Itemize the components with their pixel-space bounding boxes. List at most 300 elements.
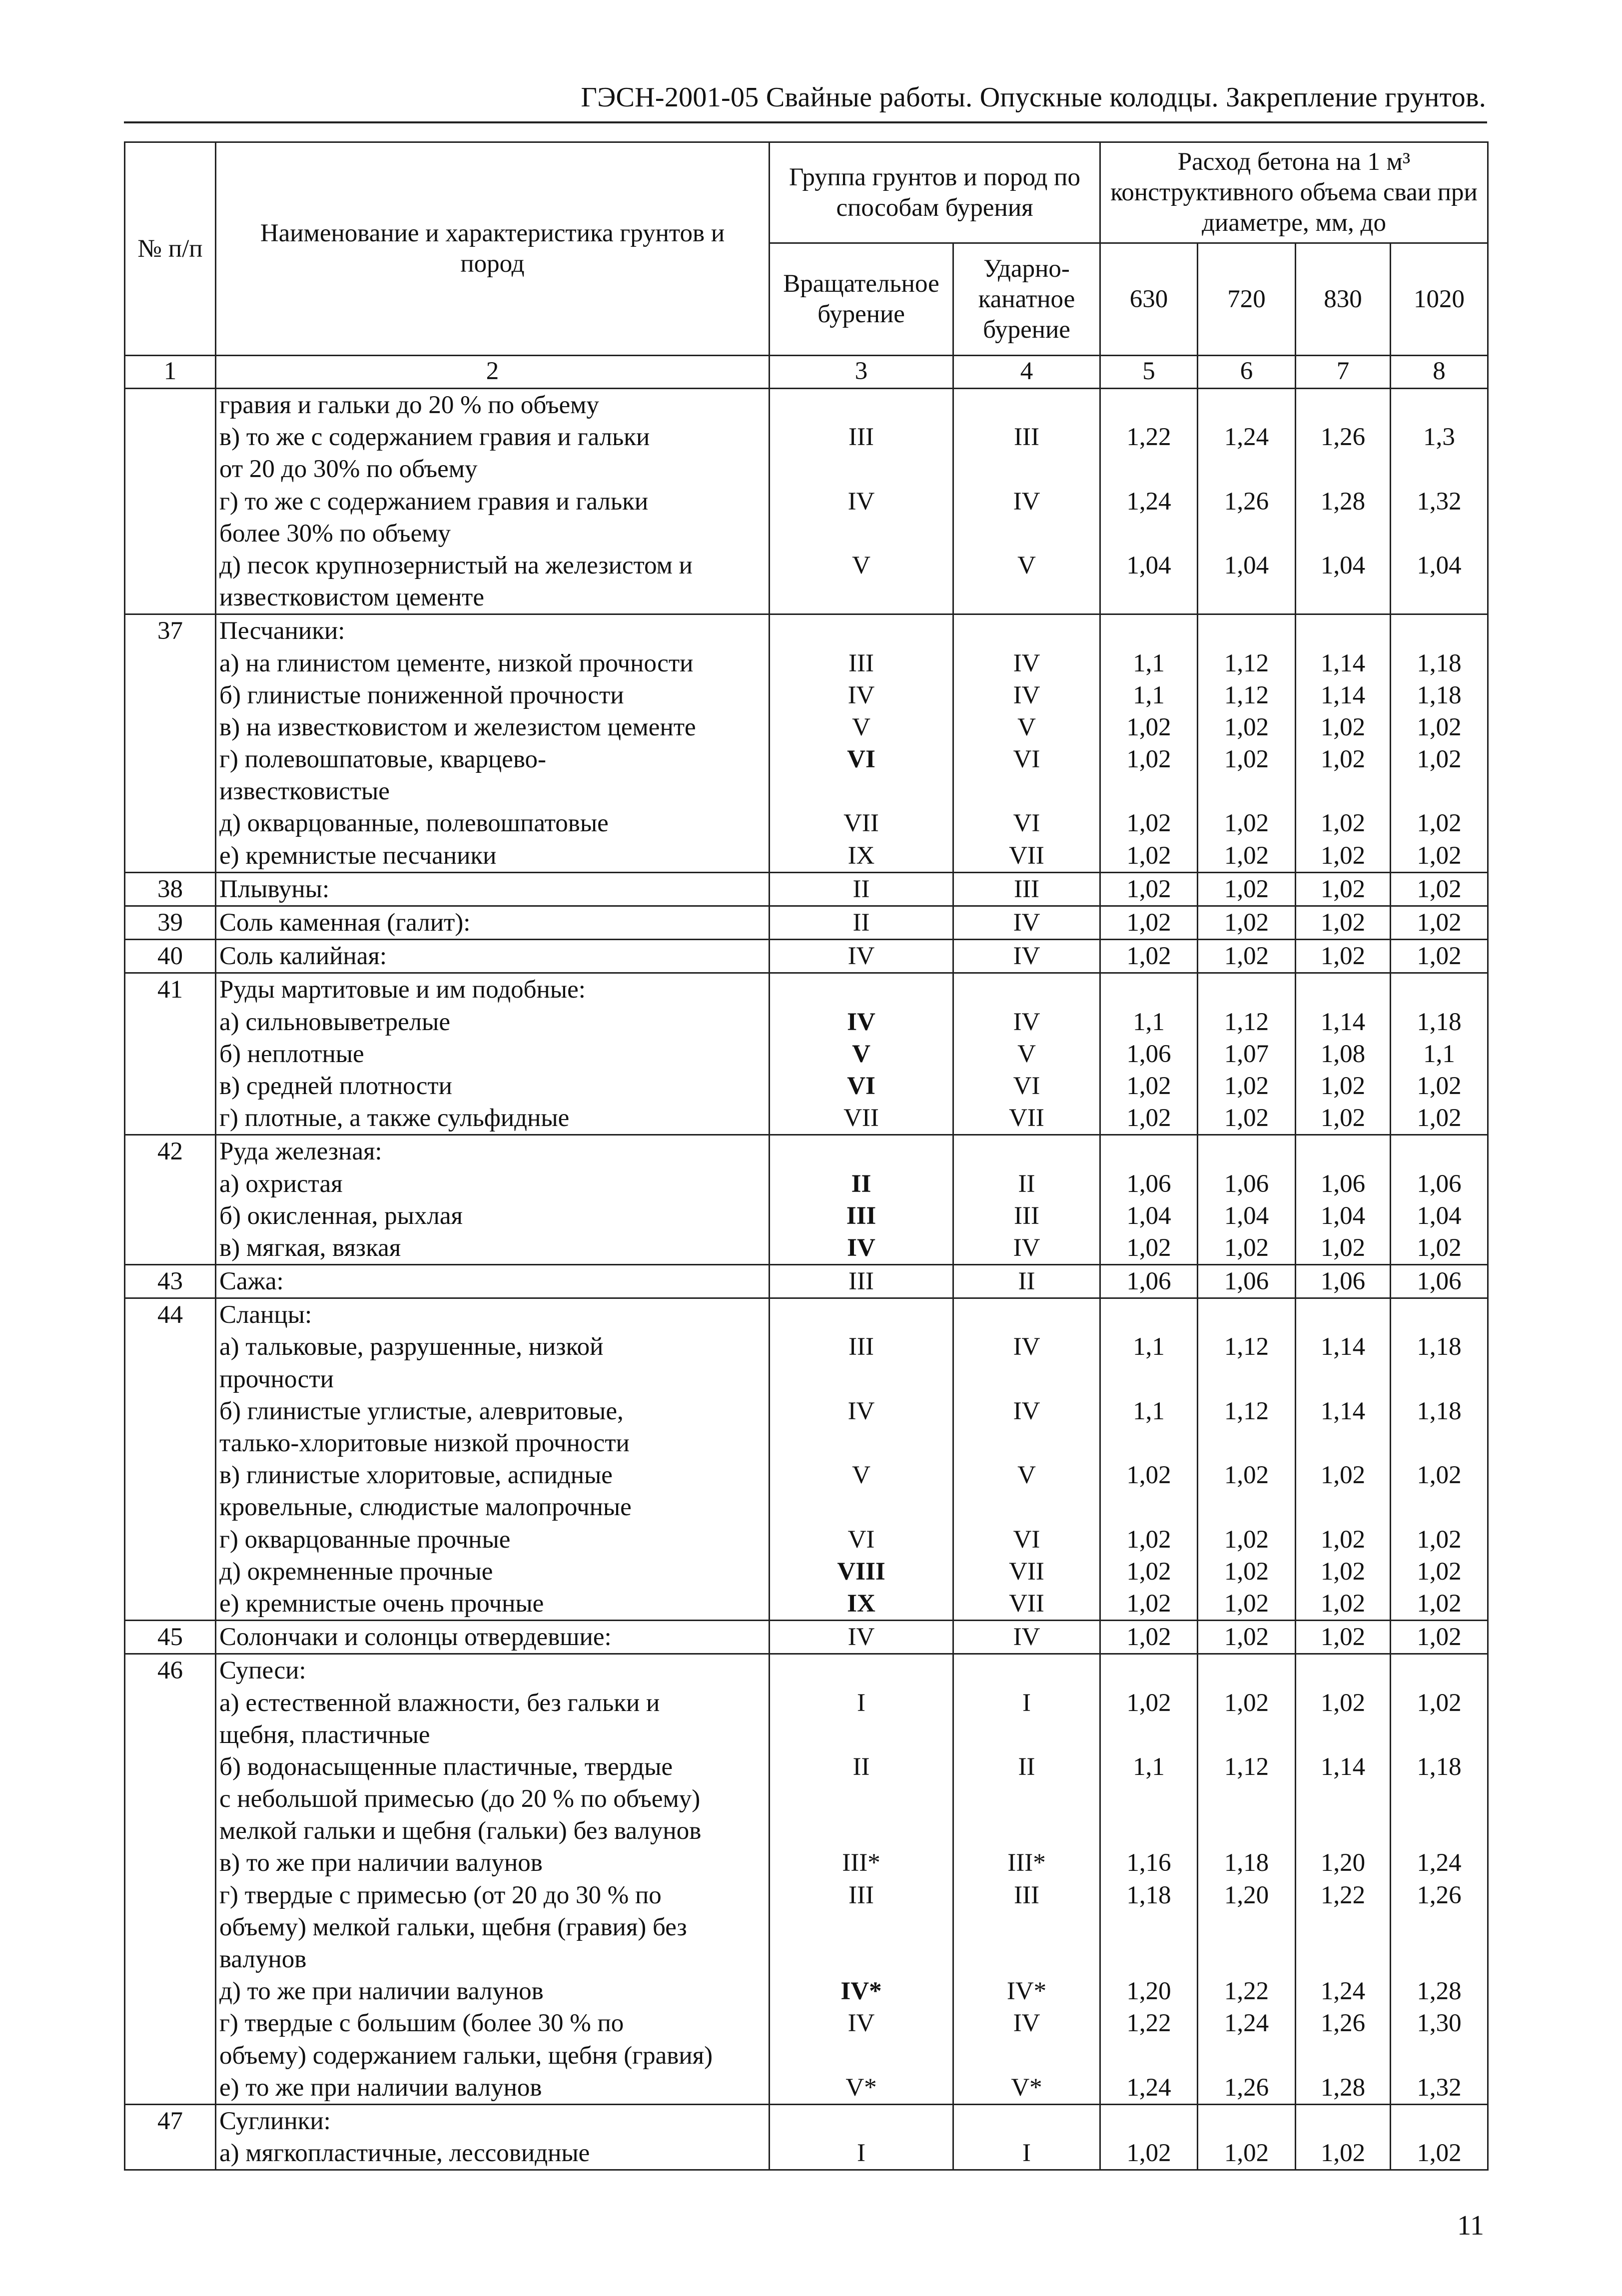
rotary-group-line: V <box>852 1461 870 1490</box>
consumption-d830-line: 1,02 <box>1320 2139 1366 2168</box>
consumption-d720-line <box>1198 1136 1295 1167</box>
soil-description-line: а) мягкопластичные, лессовидные <box>219 2139 590 2168</box>
rotary-group-line <box>770 1136 952 1167</box>
consumption-d830-line: 1,02 <box>1320 1589 1366 1618</box>
consumption-d830 <box>1296 872 1391 906</box>
consumption-d1020-line: 1,02 <box>1417 1461 1462 1490</box>
percussion-group-line <box>954 389 1099 421</box>
consumption-d630-line: 1,02 <box>1126 1623 1171 1652</box>
consumption-d720 <box>1198 1298 1296 1621</box>
consumption-d630-line: 1,04 <box>1126 1201 1171 1230</box>
soil-description-line: а) сильновыветрелые <box>219 1008 450 1036</box>
soil-description-line: Плывуны: <box>219 875 330 903</box>
consumption-d830-line: 1,26 <box>1320 423 1366 452</box>
consumption-d1020-line <box>1391 1491 1487 1523</box>
consumption-d830 <box>1296 1265 1391 1298</box>
consumption-d720 <box>1198 1654 1296 2105</box>
consumption-d720-line: 1,02 <box>1224 909 1269 937</box>
percussion-group <box>953 906 1100 940</box>
consumption-d1020-line: 1,02 <box>1417 1689 1462 1717</box>
percussion-group <box>953 1654 1100 2105</box>
soil-description-line: г) твердые с большим (более 30 % по <box>219 2009 624 2038</box>
soil-description-line: а) тальковые, разрушенные, низкой <box>219 1333 604 1361</box>
consumption-d720-line: 1,04 <box>1224 1201 1269 1230</box>
consumption-d830-line <box>1296 389 1390 421</box>
rotary-group-line: IV <box>847 942 875 971</box>
soil-description-line: известковистом цементе <box>219 583 484 612</box>
consumption-d1020-line <box>1391 1719 1487 1751</box>
consumption-d630 <box>1100 389 1198 614</box>
rotary-group-line: V* <box>845 2073 877 2102</box>
consumption-d630 <box>1100 614 1198 873</box>
consumption-d630-line <box>1101 1783 1197 1815</box>
consumption-d720 <box>1198 1265 1296 1298</box>
consumption-d1020-line <box>1391 581 1487 613</box>
table-row <box>125 2104 1488 2170</box>
consumption-d1020-line <box>1391 1783 1487 1815</box>
percussion-group-line: V <box>1017 713 1036 741</box>
soil-description-line: б) окисленная, рыхлая <box>219 1201 463 1230</box>
consumption-d630-line: 1,02 <box>1126 1072 1171 1100</box>
consumption-d630-line: 1,1 <box>1133 1397 1165 1425</box>
percussion-group <box>953 940 1100 973</box>
consumption-d1020-line: 1,02 <box>1417 1589 1462 1618</box>
soil-description-line: е) то же при наличии валунов <box>219 2073 542 2102</box>
row-number-text: 38 <box>157 875 183 903</box>
consumption-d720-line: 1,02 <box>1224 1589 1269 1618</box>
soil-description-line: б) глинистые углистые, алевритовые, <box>219 1397 624 1425</box>
table-row <box>125 1654 1488 2105</box>
consumption-d630-line <box>1101 389 1197 421</box>
consumption-d630-line <box>1101 1299 1197 1331</box>
consumption-d1020-line: 1,02 <box>1417 1233 1462 1262</box>
consumption-d720-line <box>1198 615 1295 647</box>
consumption-d830-line: 1,02 <box>1320 1461 1366 1490</box>
soil-description-line: мелкой гальки и щебня (гальки) без валунов <box>219 1817 702 1845</box>
row-number-text: 40 <box>157 942 183 971</box>
table-row <box>125 872 1488 906</box>
consumption-d720-line: 1,12 <box>1224 1752 1269 1781</box>
rotary-group <box>770 872 953 906</box>
table-row <box>125 1265 1488 1298</box>
soil-description-line: в) на известковистом и железистом цементе <box>219 713 696 741</box>
soil-description-line: а) естественной влажности, без гальки и <box>219 1689 660 1717</box>
consumption-d630-line <box>1101 581 1197 613</box>
consumption-d720-line: 1,02 <box>1224 1233 1269 1262</box>
percussion-group-line <box>954 1427 1099 1459</box>
consumption-d830-line: 1,02 <box>1320 841 1366 870</box>
consumption-d1020-line: 1,32 <box>1417 487 1462 516</box>
percussion-group-line <box>954 1363 1099 1395</box>
rotary-group-line: VI <box>847 1525 875 1554</box>
consumption-d1020 <box>1391 389 1488 614</box>
consumption-d720-line <box>1198 1491 1295 1523</box>
row-number <box>125 973 216 1135</box>
percussion-group <box>953 389 1100 614</box>
rotary-group-line: V <box>852 551 870 579</box>
consumption-d830-line <box>1296 1299 1390 1331</box>
consumption-d1020-line: 1,18 <box>1417 1333 1462 1361</box>
row-number-text <box>125 389 215 421</box>
rotary-group <box>770 614 953 873</box>
rotary-group-line <box>770 615 952 647</box>
soil-description <box>216 614 770 873</box>
percussion-group-line: IV <box>1013 487 1040 516</box>
consumption-d1020-line: 1,02 <box>1417 2139 1462 2168</box>
rotary-group-line: IV <box>847 1233 875 1262</box>
consumption-d1020-line: 1,02 <box>1417 1557 1462 1586</box>
soil-description-line: Сажа: <box>219 1267 284 1296</box>
table-row <box>125 973 1488 1135</box>
consumption-d630-line: 1,06 <box>1126 1169 1171 1198</box>
consumption-d630 <box>1100 1298 1198 1621</box>
rotary-group-line: III <box>848 649 874 677</box>
consumption-d1020 <box>1391 940 1488 973</box>
percussion-group-line: IV <box>1013 681 1040 709</box>
percussion-group-line <box>954 453 1099 485</box>
rotary-group <box>770 1654 953 2105</box>
consumption-d720-line: 1,12 <box>1224 681 1269 709</box>
consumption-d1020-line <box>1391 615 1487 647</box>
consumption-d630 <box>1100 1654 1198 2105</box>
rotary-group-line: III* <box>842 1849 880 1877</box>
consumption-d720-line <box>1198 2105 1295 2137</box>
consumption-d830-line <box>1296 1815 1390 1847</box>
consumption-d720 <box>1198 940 1296 973</box>
consumption-d630-line: 1,04 <box>1126 551 1171 579</box>
table-row <box>125 906 1488 940</box>
percussion-group <box>953 1135 1100 1265</box>
consumption-d1020 <box>1391 973 1488 1135</box>
column-number: 8 <box>1391 356 1488 389</box>
consumption-d630-line: 1,02 <box>1126 1557 1171 1586</box>
consumption-d1020-line: 1,02 <box>1417 875 1462 903</box>
consumption-d1020-line: 1,1 <box>1423 1040 1455 1068</box>
percussion-group <box>953 2104 1100 2170</box>
consumption-d1020-line <box>1391 2040 1487 2072</box>
percussion-group-line: IV <box>1013 1233 1040 1262</box>
consumption-d720-line: 1,26 <box>1224 2073 1269 2102</box>
consumption-d830-line <box>1296 1427 1390 1459</box>
percussion-group <box>953 614 1100 873</box>
consumption-d720-line: 1,02 <box>1224 942 1269 971</box>
percussion-group-line: IV <box>1013 2009 1040 2038</box>
consumption-d1020-line <box>1391 518 1487 550</box>
rotary-group-line: IV <box>847 1397 875 1425</box>
percussion-group-line: IV <box>1013 1623 1040 1652</box>
column-number: 1 <box>125 356 216 389</box>
consumption-d720-line: 1,12 <box>1224 1397 1269 1425</box>
consumption-d630 <box>1100 1621 1198 1654</box>
rotary-group-line: III <box>846 1201 876 1230</box>
rotary-group-line: VII <box>843 1104 879 1133</box>
percussion-group-line: IV <box>1013 909 1040 937</box>
consumption-d630-line: 1,02 <box>1126 1104 1171 1133</box>
consumption-d830 <box>1296 1135 1391 1265</box>
consumption-d1020-line: 1,24 <box>1417 1849 1462 1877</box>
rotary-group-line: IV <box>847 2009 875 2038</box>
consumption-d830-line: 1,02 <box>1320 1557 1366 1586</box>
consumption-d1020-line: 1,18 <box>1417 649 1462 677</box>
consumption-d1020-line: 1,02 <box>1417 1525 1462 1554</box>
soil-description <box>216 1265 770 1298</box>
consumption-d630-line: 1,02 <box>1126 909 1171 937</box>
consumption-d830-line <box>1296 974 1390 1006</box>
consumption-d720-line <box>1198 1427 1295 1459</box>
soil-description-line: д) песок крупнозернистый на железистом и <box>219 551 693 579</box>
rotary-group-line <box>770 1427 952 1459</box>
rotary-group-line: IV <box>847 1008 875 1036</box>
consumption-d630 <box>1100 940 1198 973</box>
consumption-d1020-line <box>1391 1427 1487 1459</box>
consumption-d1020-line: 1,28 <box>1417 1977 1462 2006</box>
soil-description-line: с небольшой примесью (до 20 % по объему) <box>219 1785 701 1813</box>
consumption-d720 <box>1198 1621 1296 1654</box>
percussion-group-line: III* <box>1007 1849 1046 1877</box>
consumption-d720-line <box>1198 581 1295 613</box>
consumption-d630-line <box>1101 1491 1197 1523</box>
consumption-d830-line <box>1296 1491 1390 1523</box>
consumption-d630-line: 1,06 <box>1126 1267 1171 1296</box>
rotary-group-line: VI <box>847 745 875 774</box>
consumption-d830-line: 1,04 <box>1320 1201 1366 1230</box>
percussion-group-line: VI <box>1013 1072 1040 1100</box>
consumption-d1020-line <box>1391 974 1487 1006</box>
consumption-d1020-line: 1,02 <box>1417 1104 1462 1133</box>
consumption-d830 <box>1296 1621 1391 1654</box>
row-number-text: 39 <box>157 909 183 937</box>
row-number-text: 42 <box>157 1138 183 1166</box>
consumption-d830 <box>1296 614 1391 873</box>
consumption-d830-line: 1,08 <box>1320 1040 1366 1068</box>
rotary-group <box>770 906 953 940</box>
percussion-group-line: IV <box>1013 1008 1040 1036</box>
soil-description <box>216 2104 770 2170</box>
percussion-group-line: V <box>1017 551 1036 579</box>
row-number-text: 41 <box>157 976 183 1004</box>
percussion-group-line: I <box>1022 2139 1031 2168</box>
soil-description-line: г) плотные, а также сульфидные <box>219 1104 570 1133</box>
rotary-group-line: II <box>852 909 870 937</box>
consumption-d630-line: 1,22 <box>1126 2009 1171 2038</box>
percussion-group-line <box>954 2040 1099 2072</box>
consumption-d630-line: 1,24 <box>1126 2073 1171 2102</box>
consumption-d720-line <box>1198 1299 1295 1331</box>
row-number <box>125 389 216 614</box>
consumption-d1020 <box>1391 1135 1488 1265</box>
consumption-d630-line: 1,24 <box>1126 487 1171 516</box>
consumption-d1020-line: 1,26 <box>1417 1881 1462 1909</box>
consumption-d830-line: 1,02 <box>1320 1689 1366 1717</box>
consumption-d830-line <box>1296 1363 1390 1395</box>
header-diameter: 720 <box>1198 243 1296 356</box>
header-diameter: 630 <box>1100 243 1198 356</box>
row-number-text: 43 <box>157 1267 183 1296</box>
header-drilling-group: Группа грунтов и пород по способам бурения <box>770 142 1100 243</box>
table-row <box>125 389 1488 614</box>
consumption-d1020-line <box>1391 775 1487 807</box>
soil-description-line: д) окремненные прочные <box>219 1557 493 1586</box>
consumption-d830 <box>1296 1298 1391 1621</box>
consumption-d1020-line: 1,02 <box>1417 909 1462 937</box>
page-number: 11 <box>1457 2210 1484 2241</box>
column-number-row <box>125 356 1488 389</box>
consumption-d830-line <box>1296 453 1390 485</box>
percussion-group-line <box>954 518 1099 550</box>
soil-description-line: д) окварцованные, полевошпатовые <box>219 809 609 838</box>
consumption-d630-line <box>1101 1136 1197 1167</box>
consumption-d830-line: 1,14 <box>1320 1397 1366 1425</box>
consumption-d830-line <box>1296 1136 1390 1167</box>
rotary-group-line: VII <box>843 809 879 838</box>
consumption-d1020-line: 1,04 <box>1417 1201 1462 1230</box>
rotary-group-line: IV <box>847 487 875 516</box>
rotary-group-line: IV* <box>840 1977 882 2006</box>
rotary-group-line: VI <box>847 1072 875 1100</box>
rotary-group-line: IX <box>847 841 875 870</box>
rotary-group-line <box>770 1783 952 1815</box>
consumption-d630 <box>1100 973 1198 1135</box>
consumption-d720-line: 1,07 <box>1224 1040 1269 1068</box>
row-number-text: 45 <box>157 1623 183 1652</box>
consumption-d830-line <box>1296 775 1390 807</box>
header-name: Наименование и характеристика грунтов и пород <box>216 142 770 356</box>
consumption-d830-line <box>1296 1719 1390 1751</box>
percussion-group-line: VI <box>1013 1525 1040 1554</box>
percussion-group-line: VII <box>1009 841 1044 870</box>
row-number-text: 37 <box>157 617 183 645</box>
soil-description <box>216 906 770 940</box>
consumption-d830-line: 1,06 <box>1320 1169 1366 1198</box>
consumption-d1020 <box>1391 1298 1488 1621</box>
rotary-group-line: V <box>852 1040 870 1068</box>
consumption-d830-line: 1,06 <box>1320 1267 1366 1296</box>
consumption-d630-line: 1,02 <box>1126 841 1171 870</box>
rotary-group-line: II <box>851 1169 871 1198</box>
consumption-d720-line: 1,02 <box>1224 745 1269 774</box>
consumption-d830-line: 1,28 <box>1320 487 1366 516</box>
percussion-group-line: VI <box>1013 809 1040 838</box>
consumption-d630-line: 1,02 <box>1126 713 1171 741</box>
consumption-d720 <box>1198 2104 1296 2170</box>
consumption-d830-line <box>1296 518 1390 550</box>
percussion-group-line: V <box>1017 1040 1036 1068</box>
consumption-d1020-line: 1,02 <box>1417 1072 1462 1100</box>
rotary-group-line: I <box>857 2139 865 2168</box>
row-number-text: 44 <box>157 1301 183 1329</box>
rotary-group-line: III <box>848 1267 874 1296</box>
consumption-d630-line: 1,02 <box>1126 809 1171 838</box>
consumption-d720-line: 1,02 <box>1224 1623 1269 1652</box>
rotary-group <box>770 389 953 614</box>
consumption-d830-line: 1,02 <box>1320 1072 1366 1100</box>
rotary-group <box>770 1298 953 1621</box>
consumption-d630-line: 1,1 <box>1133 681 1165 709</box>
consumption-d720-line <box>1198 1783 1295 1815</box>
soil-description-line: д) то же при наличии валунов <box>219 1977 544 2006</box>
consumption-d630-line: 1,02 <box>1126 2139 1171 2168</box>
rotary-group-line: II <box>852 1752 870 1781</box>
consumption-d830-line: 1,02 <box>1320 1233 1366 1262</box>
consumption-d630-line: 1,02 <box>1126 1233 1171 1262</box>
soil-description-line: в) глинистые хлоритовые, аспидные <box>219 1461 613 1490</box>
rotary-group-line: III <box>848 423 874 452</box>
consumption-d1020-line: 1,18 <box>1417 681 1462 709</box>
consumption-d1020-line <box>1391 1911 1487 1943</box>
consumption-d630-line: 1,1 <box>1133 1008 1165 1036</box>
rotary-group-line <box>770 453 952 485</box>
consumption-d720-line: 1,20 <box>1224 1881 1269 1909</box>
consumption-d830-line <box>1296 615 1390 647</box>
rotary-group-line: III <box>848 1333 874 1361</box>
rotary-group-line <box>770 1719 952 1751</box>
page-header: ГЭСН-2001-05 Свайные работы. Опускные колодцы. Закрепление грунтов. <box>581 82 1486 113</box>
consumption-d1020 <box>1391 872 1488 906</box>
percussion-group-line <box>954 775 1099 807</box>
soil-description-line: г) твердые с примесью (от 20 до 30 % по <box>219 1881 662 1909</box>
row-number <box>125 906 216 940</box>
consumption-d830 <box>1296 940 1391 973</box>
consumption-d1020-line: 1,06 <box>1417 1169 1462 1198</box>
consumption-d830-line: 1,14 <box>1320 649 1366 677</box>
percussion-group-line: II <box>1018 1267 1035 1296</box>
percussion-group <box>953 1265 1100 1298</box>
row-number <box>125 1135 216 1265</box>
consumption-d720 <box>1198 906 1296 940</box>
header-concrete-consumption: Расход бетона на 1 м³ конструктивного объема сваи при диаметре, мм, до <box>1100 142 1488 243</box>
row-number <box>125 1621 216 1654</box>
consumption-d1020-line: 1,02 <box>1417 713 1462 741</box>
consumption-d630-line: 1,1 <box>1133 649 1165 677</box>
percussion-group-line: V <box>1017 1461 1036 1490</box>
consumption-d1020 <box>1391 2104 1488 2170</box>
consumption-d720-line <box>1198 1719 1295 1751</box>
consumption-d720-line <box>1198 389 1295 421</box>
column-number: 5 <box>1100 356 1198 389</box>
consumption-d830-line: 1,14 <box>1320 1008 1366 1036</box>
consumption-d1020-line: 1,30 <box>1417 2009 1462 2038</box>
consumption-d720-line <box>1198 453 1295 485</box>
consumption-d630-line <box>1101 1427 1197 1459</box>
consumption-d830 <box>1296 906 1391 940</box>
consumption-d1020-line <box>1391 1655 1487 1687</box>
consumption-d830-line: 1,02 <box>1320 809 1366 838</box>
percussion-group-line: I <box>1022 1689 1031 1717</box>
soil-description-line: в) то же с содержанием гравия и гальки <box>219 423 650 452</box>
soil-description-line: объему) содержанием гальки, щебня (гравия) <box>219 2041 713 2070</box>
consumption-d1020 <box>1391 906 1488 940</box>
consumption-d720-line <box>1198 1943 1295 1975</box>
percussion-group <box>953 973 1100 1135</box>
consumption-d630-line: 1,02 <box>1126 745 1171 774</box>
soil-description <box>216 1621 770 1654</box>
consumption-d830 <box>1296 2104 1391 2170</box>
soil-description-line: Супеси: <box>219 1657 306 1685</box>
consumption-d830-line: 1,14 <box>1320 1333 1366 1361</box>
consumption-d830 <box>1296 389 1391 614</box>
percussion-group-line: IV <box>1013 942 1040 971</box>
percussion-group-line: VII <box>1009 1557 1044 1586</box>
consumption-d830-line <box>1296 1911 1390 1943</box>
soil-description-line: а) на глинистом цементе, низкой прочности <box>219 649 694 677</box>
soil-description-line: прочности <box>219 1365 334 1393</box>
soil-description-line: в) средней плотности <box>219 1072 452 1100</box>
header-diameter: 1020 <box>1391 243 1488 356</box>
soil-description-line: б) глинистые пониженной прочности <box>219 681 624 709</box>
column-number: 7 <box>1296 356 1391 389</box>
consumption-d720-line: 1,02 <box>1224 1525 1269 1554</box>
percussion-group <box>953 1298 1100 1621</box>
